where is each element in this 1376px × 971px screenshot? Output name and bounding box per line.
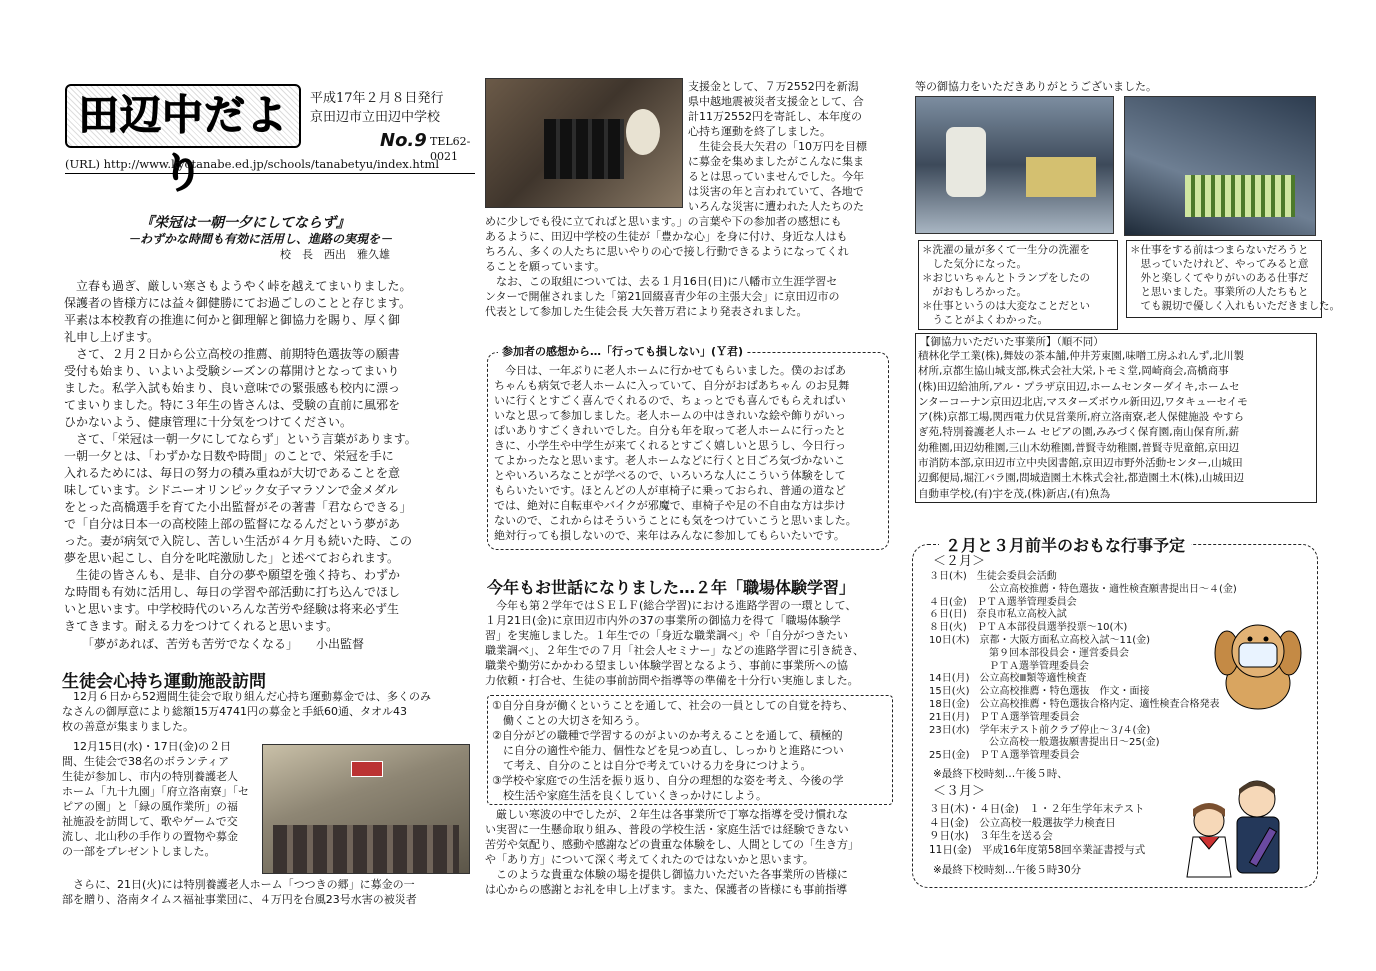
schedule-item: ６日(日) 奈良市私立高校入試 [929,609,1067,621]
text-line: に募金を集めましたがこんなに集ま [688,155,864,168]
principal-title: 『栄冠は一朝一夕にしてならず』 [140,215,350,231]
sponsor-line: 積林化学工業(株),舞妓の茶本舗,仲井芳東園,味噌工房ふれんず,北川製 [918,350,1245,362]
text-line: な時間も有効に活用し、毎日の学習や部活動に打ち込んでほし [64,585,401,599]
schedule-item: 23日(水) 学年末テスト前クラブ停止～３/４(金) [929,724,1151,736]
text-line: 一朝一夕とは、「わずかな日数や時間」のことで、栄冠を手に [64,449,394,463]
sponsor-line: 材所,京都生協山城支部,株式会社大栄,トモミ堂,岡崎商会,高橋商事 [918,365,1229,378]
schedule-item: 第９回本部役員会・運営委員会 [929,647,1129,659]
text-line: 入れるためには、毎日の努力の積み重ねが大切であることを意 [64,466,401,480]
goals-box [487,695,893,805]
schedule-item: 公立高校一般選抜願書提出日～25(金) [929,737,1160,749]
caption-line: ＊洗濯の量が多くて一生分の洗濯を [922,244,1090,256]
work-after [485,807,897,897]
text-line: 生徒会長大矢君の「10万円を目標 [688,140,867,153]
caption-line: ても親切で優しく入れもいただきました。 [1130,300,1340,312]
site-url: (URL) http://www.kyotanabe.ed.jp/schools/tanabetyu/index.html [65,157,475,174]
text-line: 流し、北山秒の手作りの置物や募金 [62,830,238,843]
caption-line: 思っていたけれど、やってみると意 [1130,258,1309,270]
middle-side [688,79,898,214]
photo-students-at-home [485,78,683,208]
mar-note: ※最終下校時刻…午後５時30分 [933,864,1082,876]
principal-subtitle: －わずかな時間も有効に活用し、進路の実現を－ [128,232,393,246]
sponsor-line: 幼稚園,田辺幼稚園,三山木幼稚園,普賢寺幼稚園,普賢寺児童館,京田辺 [918,441,1240,454]
caption-line: うことがよくわかった。 [922,314,1048,326]
schedule-item: 公立高校推薦・特色選抜・適性検査願書提出日～４(金) [929,583,1237,595]
text-line: 間、生徒会で38名のボランティア [62,755,230,768]
text-line: 受付も始まり、いよいよ受験シーズンの幕開けとなってまいり [64,364,400,378]
caption-line: 外と楽しくてやりがいのある仕事だ [1130,272,1309,284]
text-line: 県中越地震被災者支援金として、合 [688,95,864,108]
schedule-item: ＰＴＡ選挙管理委員会 [929,660,1089,672]
schedule-item: 18日(金) 公立高校推薦・特色選抜合格内定、適性検査合格発表 [929,698,1220,710]
sponsor-line: 自動車学校,(有)宇を茂,(株)新店,(有)魚為 [918,487,1111,500]
caption-line: ＊おじいちゃんとトランプをしたの [922,272,1090,284]
masthead [62,78,482,197]
telephone: TEL62-0021 [430,135,471,163]
text-line: さて、２月２日から公立高校の推薦、前期特色選抜等の願書 [64,347,400,361]
goal-item: 校生活や家庭生活を良くしていくきっかけにしよう。 [492,789,767,802]
schedule-item: 15日(火) 公立高校推薦・特色選抜 作文・面接 [929,686,1150,698]
caption-line: がおもしろかった。 [922,286,1027,298]
visit-top [62,689,472,734]
text-line: とやいろいろなことが学べるので、いろいろな人にこういう体験をして [494,469,846,482]
goal-item: に自分の適性や能力、個性などを見つめ直し、しっかりと進路につい [492,744,844,757]
right-top-line: 等の御協力をいただきありがとうございました。 [915,80,1157,93]
text-line: いろんな災害に遭われた人たちのた [688,200,864,213]
goal-item: 働くことの大切さを知ろう。 [492,714,646,727]
principal-quote: 「夢があれば、苦労も苦労でなくなる」 [88,637,293,651]
schedule-item: 11日(金) 平成16年度第58回卒業証書授与式 [929,843,1146,856]
text-line: ました。私学入試も始まり、良い意味での緊張感も校内に漂っ [64,381,401,395]
work-heading: 今年もお世話になりました…２年「職場体験学習」 [487,578,856,597]
impression-title: 参加者の感想から…「行っても損しない」(Ｙ君) [498,344,747,359]
schedule-item: 25日(金) ＰＴＡ選挙管理委員会 [929,750,1080,762]
mar-label: ＜３月＞ [933,784,986,799]
text-line: 祉施設を訪問して、歌やゲームで交 [62,815,238,828]
text-line: 職業や勤労にかかわる望ましい体験学習となるよう、事前に事業所への協 [485,659,848,672]
work-body [485,598,897,688]
text-line: 生徒の皆さんも、是非、自分の夢や願望を強く持ち、わずか [64,568,401,582]
feb-label: ＜２月＞ [933,554,986,569]
text-line: てまいりました。特に３年生の皆さんは、受験の直前に風邪を [64,398,401,412]
text-line: 力依頼・打合せ、生徒の事前訪問や指導等の準備を十分行い実施しました。 [485,674,859,687]
text-line: 苦労や気配り、感動や感謝などの貴重な体験をし、人間としての「生き方」 [485,838,859,851]
text-line: ひかないよう、健康管理に十分気をつけてください。 [64,415,353,429]
sponsor-line: 市消防本部,京田辺市立中央図書館,京田辺市野外活動センター,山城田 [918,457,1243,470]
caption-factory [1126,240,1340,318]
students-illustration [1175,777,1305,883]
principal-body [64,278,469,653]
caption-laundry [918,240,1118,330]
text-line: さて、「栄冠は一朝一夕にしてならず」という言葉があります。 [64,432,417,446]
caption-line: ＊仕事というのは大変なことだとい [922,300,1090,312]
text-line: 厳しい寒波の中でしたが、２年生は各事業所で丁寧な指導を受け慣れな [485,808,848,821]
sponsor-line: (株)田辺給油所,アル・プラザ京田辺,ホームセンターダイキ,ホームセ [918,380,1240,393]
text-line: をとった高橋選手を育てた小出監督がその著書「君ならできる」 [64,500,412,514]
photo-factory-work [1124,96,1316,236]
issue-number: No.9 [380,130,427,151]
middle-full [485,214,897,319]
text-line: や「あり方」について深く考えてくれたのではないかと思います。 [485,853,814,866]
text-line: もらいたいです。ほとんどの人が車椅子に乗っておられ、普通の道など [494,484,846,497]
visit-heading: 生徒会心持ち運動施設訪問 [62,672,266,692]
caption-line: した気分になった。 [922,258,1027,270]
text-line: ないので、これからはそういうことにも気をつけていこうと思いました。 [494,514,857,527]
text-line: めに少しでも役に立てればと思います。」の言葉や下の参加者の感想にも [485,215,842,228]
schedule-box [912,536,1318,888]
text-line: 計11万2552円を寄託し、本年度の [688,110,862,123]
text-line: 夢を思い起こし、自分を叱咤激励した」と述べておられます。 [64,551,400,565]
text-line: １月21日(金)に京田辺市内外の37の事業所の御協力を得て「職場体験学 [485,614,841,627]
text-line: 12月15日(水)・17日(金)の２日 [62,740,232,753]
text-line: さらに、21日(火)には特別養護老人ホーム「つつきの郷」に募金の一 [62,878,415,891]
text-line: てよかったなと思います。老人ホームなどに行くと日ごろ気づかないこ [494,454,846,467]
visit-bottom [62,877,472,907]
text-line: ピアの園」と「緑の風作業所」の福 [62,800,238,813]
sponsor-line: 辺郵便局,堀江バラ園,問城造園土木株式会社,都造園土木(株),山城田辺 [918,472,1245,485]
schedule-item: ３日(木)・４日(金) １・２年生学年末テスト [929,803,1145,815]
text-line: るとは思っていませんでした。今年 [688,170,864,183]
text-line: 代表として参加した生徒会長 大矢普万君により発表されました。 [485,305,808,318]
text-line: ちろん、多くの人たちに思いやりの心で接し行動できるようになってくれ [485,245,849,258]
text-line: 習」を実施しました。１年生での「身近な職業調べ」や「自分がつきたい [485,629,848,642]
schedule-item: ４日(金) 公立高校一般選抜学力検査日 [929,816,1116,829]
schedule-item: ８日(火) ＰＴＡ本部役員選挙投票～10(木) [929,622,1128,634]
caption-line: ＊仕事をする前はつまらないだろうと [1130,244,1309,256]
principal-quote-by: 小出監督 [316,637,365,651]
dog-mascot-illustration [1213,613,1303,713]
text-line: 生徒が参加し、市内の特別養護老人 [62,770,238,783]
text-line: 今日は、一年ぶりに老人ホームに行かせてもらいました。僕のおばあ [494,364,846,377]
logo-text: 田辺中だより [78,91,288,197]
feb-note: ※最終下校時刻…午後５時、 [933,768,1068,780]
sponsors-list [918,349,1316,502]
impression-box [487,345,889,550]
visit-side [62,739,258,859]
text-line: い実習に一生懸命取り組み、普段の学校生活・家庭生活では経験できない [485,823,849,836]
schedule-item: 21日(月) ＰＴＡ選挙管理委員会 [929,711,1080,723]
sponsors-title: 【御協力いただいた事業所】（順不同） [920,336,1104,348]
principal-quote-line [64,636,469,653]
text-line: なさんの御厚意により総額15万4741円の募金と手紙60通、タオル43 [62,705,407,718]
text-line: の一部をプレゼントしました。 [62,845,216,858]
text-line: 絶対行っても損しないので、来年はみんなに参加してもらいたいです。 [494,529,845,542]
text-line: きてきます。耐える力をつけてくれると思います。 [64,619,339,633]
text-line: 礼申し上げます。 [64,330,160,344]
sponsor-line: ぎ苑,特別養護老人ホーム セピアの園,みみづく保育園,南山保育所,薪 [918,426,1239,439]
text-line: 支援金として、７万2552円を新潟 [688,80,859,93]
text-line: は心からの感謝とお礼を申し上げます。また、保護者の皆様にも事前指導 [485,883,848,896]
goal-item: て考え、自分のことは自分で考えていける力を身につけよう。 [492,759,812,772]
text-line: ることを願っています。 [485,260,606,273]
text-line: ぱいありすごくきれいでした。自分も年を取って老人ホームに行ったと [494,424,846,437]
text-line: いと思います。中学校時代のいろんな苦労や経験は将来必ず生 [64,602,400,616]
schedule-item: 10日(木) 京都・大阪方面私立高校入試～11(金) [929,634,1151,646]
text-line: ホーム「九十九園」「府立洛南寮」「セ [62,785,249,798]
text-line: った。妻が病気で入院し、苦しい生活が４ケ月も続いた時、この [64,534,413,548]
school-name: 京田辺市立田辺中学校 [310,110,441,125]
schedule-item: ４日(金) ＰＴＡ選挙管理委員会 [929,596,1077,608]
goal-item: ①自分自身が働くということを通して、社会の一員としての自覚を持ち、 [492,699,854,712]
text-line: 味しています。シドニーオリンピック女子マラソンで金メダル [64,483,398,497]
schedule-item: ９日(水) ３年生を送る会 [929,830,1053,843]
text-line: 職業調べ」、２年生での７月「社会人セミナー」などの進路学習に引き続き、 [485,644,865,657]
schedule-title: ２月と３月前半のおもな行事予定 [939,533,1191,556]
mar-list [929,803,1209,857]
schedule-item: 14日(月) 公立高校Ⅲ類等適性検査 [929,673,1087,685]
schedule-item: ３日(木) 生徒会委員会活動 [929,571,1057,582]
text-line: では、絶対に自転車やバイクが邪魔で、車椅子や足の不自由な方は歩け [494,499,846,512]
text-line: きに、小学生や中学生が来てくれるとすごく嬉しいと思うし、今日行っ [494,439,846,452]
text-line: で「自分は日本一の高校陸上部の監督になるんだという夢があ [64,517,401,531]
text-line: 立春も過ぎ、厳しい寒さもようやく峠を越えてまいりました。 [64,279,412,293]
photo-assembly-hall [262,744,470,874]
principal-author: 校 長 西出 雅久雄 [280,248,390,261]
text-line: 枚の善意が集まりました。 [62,720,194,733]
sponsor-line: ンターコーナン京田辺北店,マスターズボウル新田辺,ワタキューセイモ [918,395,1248,408]
caption-line: と思いました。事業所の人たちもと [1130,286,1309,298]
goals-body [492,698,890,803]
text-line: あるように、田辺中学校の生徒が「豊かな心」を身に付け、身近な人はも [485,230,848,243]
issue-date: 平成17年２月８日発行 [310,91,444,106]
text-line: このような貴重な体験の場を提供し御協力いただいた各事業所の皆様に [485,868,848,881]
photo-laundry-work [915,96,1114,234]
text-line: いなと思って参加しました。老人ホームの中はきれいな絵や飾りがいっ [494,409,846,422]
text-line: 部を贈り、洛南タイムス福祉事業団に、４万円を台風23号水害の被災者 [62,893,417,906]
text-line: は災害の年と言われていて、各地で [688,185,864,198]
feb-list [929,571,1239,763]
text-line: 心持ち運動を終了しました。 [688,125,831,138]
text-line: ちゃんも病気で老人ホームに入っていて、自分がおばあちゃん のお見舞 [494,379,850,392]
impression-body [494,363,886,543]
text-line: なお、この取組については、去る１月16日(日)に八幡市立生涯学習セ [485,275,838,288]
text-line: 保護者の皆様方には益々御健勝にてお過ごしのことと存じます。 [64,296,412,310]
text-line: いに行くとすごく喜んでくれるので、ちょっとでも喜んでもらえればい [494,394,846,407]
text-line: 12月６日から52週間生徒会で取り組んだ心持ち運動募金では、多くのみ [62,690,431,703]
text-line: ンターで開催されました「第21回綴喜青少年の主張大会」に京田辺市の [485,290,840,303]
text-line: 平素は本校教育の推進に何かと御理解と御協力を賜り、厚く御 [64,313,401,327]
sponsor-line: ア(株)京都工場,関西電力伏見営業所,府立洛南寮,老人保健施設 やすら [918,411,1245,424]
goal-item: ②自分がどの職種で学習するのがよいのか考えることを通して、積極的 [492,729,843,742]
sponsors-box [915,333,1317,503]
goal-item: ③学校や家庭での生活を振り返り、自分の理想的な姿を考え、今後の学 [492,774,844,787]
text-line: 今年も第２学年ではＳＥＬＦ(総合学習)における進路学習の一環として、 [485,599,857,612]
